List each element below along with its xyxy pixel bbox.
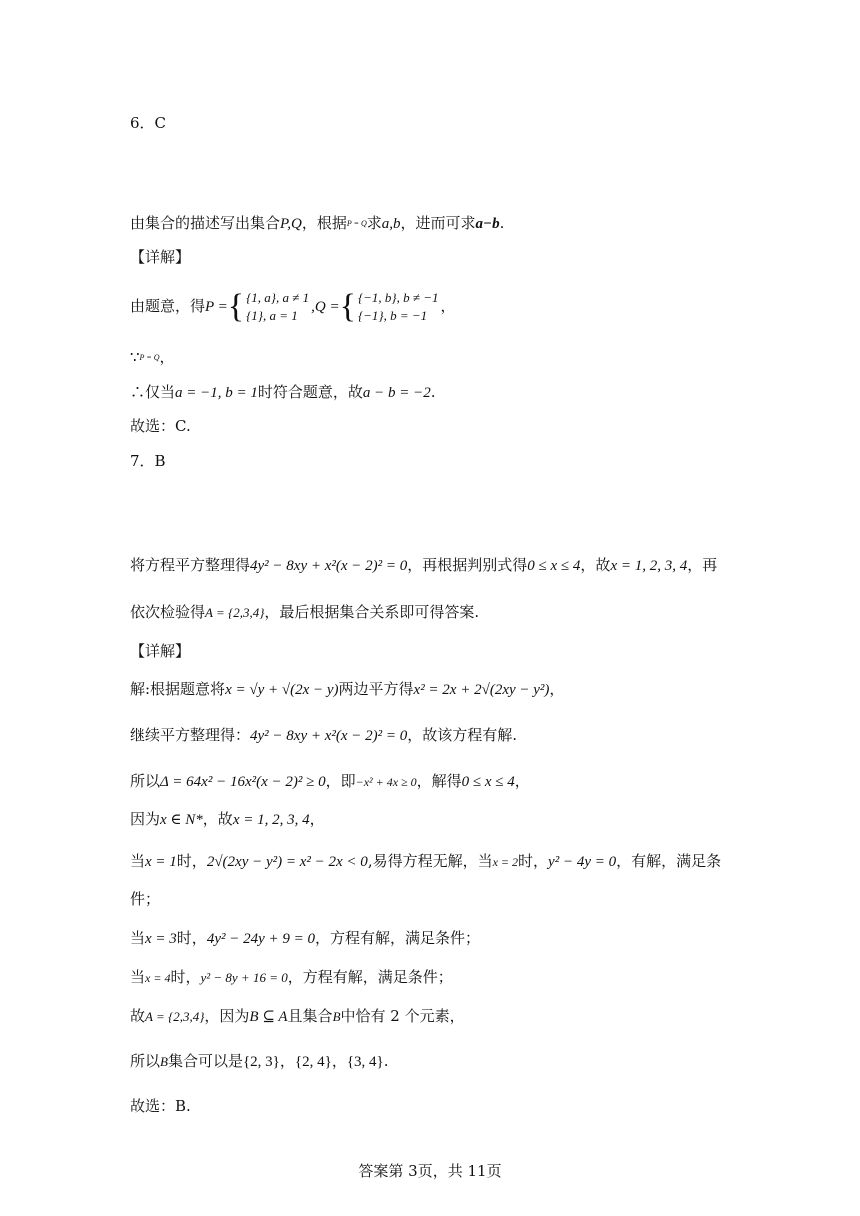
choice-7: 故选：B.: [130, 1097, 191, 1115]
text: 时，: [176, 852, 207, 870]
math: {3, 4}: [346, 1054, 384, 1070]
math-small: −x² + 4x ≥ 0: [355, 775, 417, 789]
math: x = 1: [145, 854, 177, 870]
text: ，最后根据集合关系即可得答案.: [264, 603, 480, 621]
text: .: [499, 214, 505, 232]
text: ，方程有解，满足条件；: [315, 929, 481, 947]
math: ,Q =: [311, 299, 340, 315]
text: ，: [279, 1052, 295, 1070]
text: 且集合: [287, 1007, 333, 1025]
math-small: x = 2: [492, 855, 519, 869]
text: ∵: [130, 348, 140, 366]
text: 当: [130, 968, 146, 986]
text: ，: [440, 297, 456, 315]
detail-heading: 【详解】: [130, 248, 191, 266]
math: a = −1, b = 1: [175, 385, 258, 401]
solution-line-7: [130, 966, 453, 989]
solution-line-9: [130, 1050, 389, 1073]
text: 时，: [170, 968, 201, 986]
text: ，: [331, 1052, 347, 1070]
text: 将方程平方整理得: [130, 556, 251, 574]
text: .: [383, 1052, 389, 1070]
math: P =: [205, 299, 228, 315]
math: x = 1, 2, 3, 4: [232, 812, 310, 828]
math-small: x = 4: [145, 971, 171, 985]
case-1: {1, a}, a ≠ 1: [246, 290, 310, 305]
text: ，: [309, 810, 325, 828]
math: B: [332, 1009, 341, 1024]
analysis-7-line-2: [130, 601, 479, 624]
math: 2√(2xy − y²) = x² − 2x < 0: [206, 854, 368, 870]
math: {2, 4}: [294, 1054, 332, 1070]
math: 4y² − 8xy + x²(x − 2)² = 0: [250, 558, 408, 574]
text: ，有解，满足条: [616, 852, 722, 870]
text: ，故该方程有解.: [407, 726, 518, 744]
math: B: [160, 1054, 168, 1069]
detail-heading-7: 【详解】: [130, 642, 191, 660]
math: 4y² − 8xy + x²(x − 2)² = 0: [250, 728, 408, 744]
answer-6-label: 6．C: [130, 114, 167, 132]
text: 所以: [130, 772, 161, 790]
text: ,易得方程无解，当: [367, 852, 493, 870]
math-small: P = Q: [139, 353, 160, 362]
math: P,Q: [280, 216, 302, 232]
text: ，即: [325, 772, 356, 790]
math-small: P = Q: [346, 219, 367, 228]
text: ，: [549, 680, 565, 698]
math: 4y² − 24y + 9 = 0: [206, 931, 315, 947]
math: 0 ≤ x ≤ 4: [461, 774, 515, 790]
text: ，根据: [301, 214, 347, 232]
math: x = 1, 2, 3, 4: [610, 558, 688, 574]
text: 中恰有 2 个元素，: [340, 1007, 465, 1025]
solution-line-1: [130, 678, 564, 701]
text: 两边平方得: [338, 680, 414, 698]
text: ，因为: [204, 1007, 250, 1025]
text: ，: [159, 348, 175, 366]
text: 所以: [130, 1052, 161, 1070]
text: ，故: [202, 810, 233, 828]
text: 时，: [518, 852, 549, 870]
solution-line-3: [130, 770, 530, 793]
text: ，方程有解，满足条件；: [287, 968, 453, 986]
text: ，解得: [416, 772, 462, 790]
because-line: [130, 346, 174, 369]
analysis-6: [130, 212, 504, 235]
text: ，再根据判别式得: [407, 556, 528, 574]
text: 由集合的描述写出集合: [130, 214, 281, 232]
math: x² = 2x + 2√(2xy − y²): [413, 682, 550, 698]
text: .: [430, 383, 436, 401]
text: 继续平方整理得：: [130, 726, 251, 744]
solution-line-6: [130, 927, 480, 950]
text: 当: [130, 929, 146, 947]
text: 时符合题意，故: [257, 383, 363, 401]
math: y² − 4y = 0: [548, 854, 617, 870]
text: 解:根据题意将: [130, 680, 226, 698]
case-1: {−1, b}, b ≠ −1: [357, 290, 439, 305]
text: ∴仅当: [130, 383, 176, 401]
math: a − b = −2: [362, 385, 431, 401]
math: B ⊆ A: [249, 1009, 288, 1025]
text: ，故: [580, 556, 611, 574]
math: Δ = 64x² − 16x²(x − 2)² ≥ 0: [160, 774, 326, 790]
set-definition: 由题意，得P ={ {1, a}, a ≠ 1 {1}, a = 1,Q ={ {−1, b}, b ≠ −1 {−1}, b = −1，: [130, 288, 456, 325]
text: 求: [366, 214, 382, 232]
text: 当: [130, 852, 146, 870]
text: 时，: [176, 929, 207, 947]
text: 故: [130, 1007, 146, 1025]
solution-line-2: [130, 724, 517, 747]
case-2: {−1}, b = −1: [357, 308, 428, 323]
case-2: {1}, a = 1: [246, 308, 298, 323]
math: x = √y + √(2x − y): [225, 682, 339, 698]
text: 集合可以是: [167, 1052, 243, 1070]
page-footer: 答案第 3页，共 11页: [358, 1162, 502, 1180]
math: 0 ≤ x ≤ 4: [527, 558, 581, 574]
text: ，: [514, 772, 530, 790]
therefore-line: [130, 381, 436, 404]
text: 依次检验得: [130, 603, 206, 621]
math: A = {2,3,4}: [205, 605, 265, 620]
math: A = {2,3,4}: [145, 1009, 205, 1024]
text: ，进而可求: [400, 214, 476, 232]
text: 因为: [130, 810, 161, 828]
math: y² − 8y + 16 = 0: [200, 970, 288, 985]
solution-line-5-cont: 件；: [130, 890, 161, 908]
math-bold: a−b: [475, 216, 500, 232]
choice-6: 故选：C.: [130, 417, 191, 435]
analysis-7-line-1: [130, 554, 717, 577]
text: 由题意，得: [130, 297, 206, 315]
solution-line-5: [130, 850, 721, 873]
text: ，再: [687, 556, 718, 574]
math: x = 3: [145, 931, 177, 947]
math: {2, 3}: [242, 1054, 280, 1070]
solution-line-8: [130, 1005, 465, 1028]
solution-line-4: [130, 808, 325, 831]
math: a,b: [381, 216, 401, 232]
math: x ∈ N*: [160, 812, 203, 828]
answer-7-label: 7．B: [130, 452, 166, 470]
